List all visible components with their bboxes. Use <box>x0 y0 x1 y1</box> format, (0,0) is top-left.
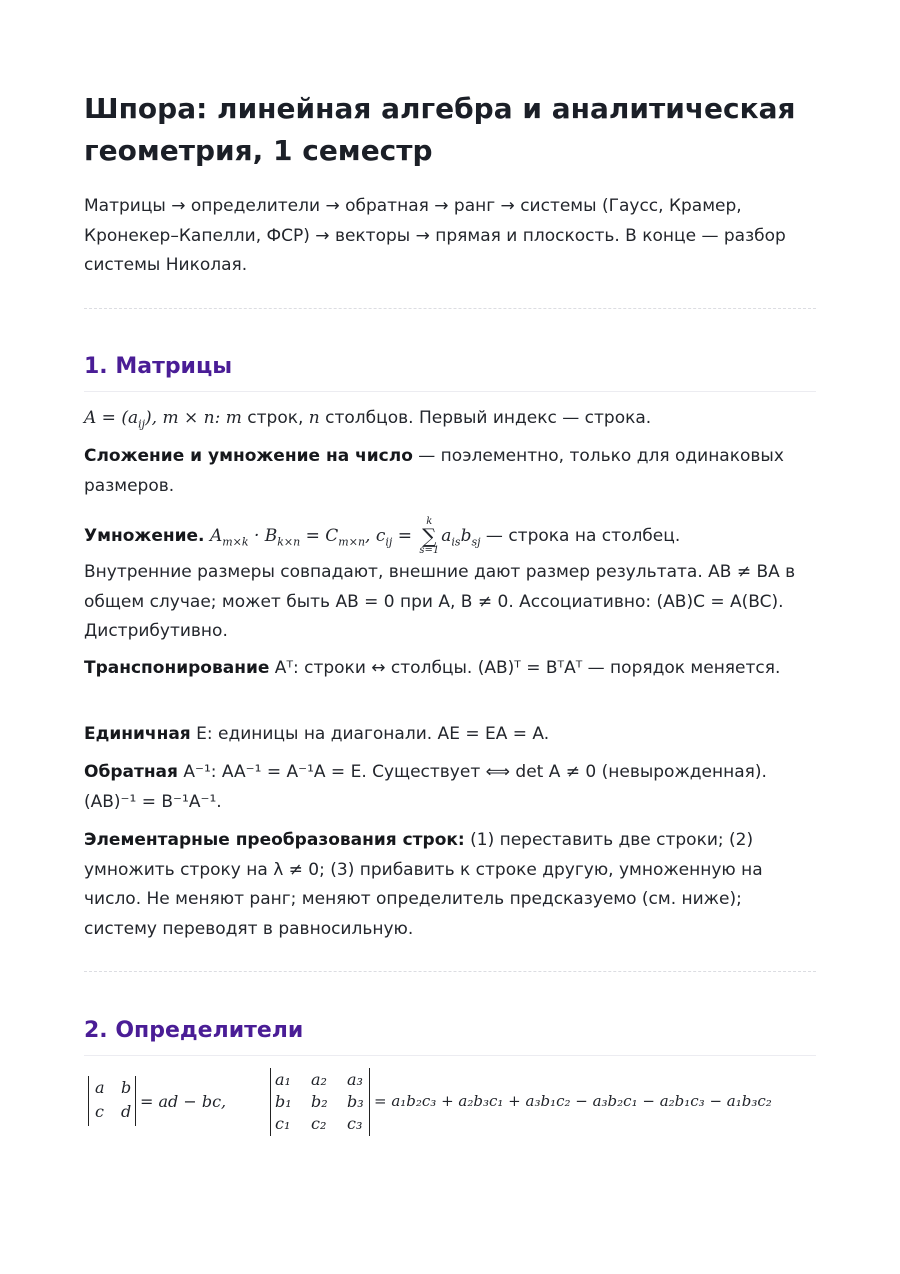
term: Транспонирование <box>84 658 270 678</box>
matrix-cell: b <box>121 1078 132 1097</box>
matrix-definition <box>84 404 816 434</box>
text: — поэлементно, только для одинаковых размеров. <box>84 446 784 496</box>
text: A⁻¹: AA⁻¹ = A⁻¹A = E. Существует ⟺ det A ≠ 0 (невырожденная). (AB)⁻¹ = B⁻¹A⁻¹. <box>84 762 767 812</box>
sum-upper-limit: k <box>426 516 433 527</box>
matrix-cell: a₁ <box>275 1070 291 1089</box>
matrix-cell: a <box>95 1078 105 1097</box>
text: Aᵀ: строки ↔ столбцы. (AB)ᵀ = BᵀAᵀ — порядок меняется. <box>269 658 781 678</box>
page-title: Шпора: линейная алгебра и аналитическая геометрия, 1 семестр <box>84 92 796 167</box>
matrix-cell: a₂ <box>311 1070 327 1089</box>
formula-text: ), m × n: <box>145 408 226 428</box>
text: столбцов. Первый индекс — строка. <box>319 408 652 428</box>
formula-sub: k×n <box>277 535 301 549</box>
formula-text: b <box>460 526 472 546</box>
transpose-paragraph <box>84 654 816 684</box>
formula-sub: sj <box>471 535 481 549</box>
inverse-paragraph <box>84 758 816 817</box>
multiplication-paragraph <box>84 516 816 556</box>
formula-text: = C <box>300 526 339 546</box>
matrix-cell: c <box>95 1102 104 1121</box>
matrix-cell: b₂ <box>311 1092 328 1111</box>
formula-text: a <box>441 526 452 546</box>
formula-sub: ij <box>138 417 146 431</box>
section-divider <box>84 308 816 309</box>
matrix-cell: c₃ <box>347 1114 363 1133</box>
matrix-cell: a₃ <box>347 1070 363 1089</box>
matrix-cell: c₁ <box>275 1114 291 1133</box>
formula-sub: ij <box>385 535 393 549</box>
term: Единичная <box>84 724 191 744</box>
formula-text: n <box>308 408 320 428</box>
matrix-cell: c₂ <box>311 1114 327 1133</box>
formula-text: · B <box>248 526 278 546</box>
matrix-cell: b₃ <box>347 1092 364 1111</box>
dimensions-paragraph: Внутренние размеры совпадают, внешние дают размер результата. AB ≠ BA в общем случае; может быть AB = 0 при A, B ≠ 0. Ассоциативно: (AB)C = A(BC). Дистрибутивно. <box>84 562 796 641</box>
determinant-2x2 <box>88 1076 136 1126</box>
determinant-3x3-result: = a₁b₂c₃ + a₂b₃c₁ + a₃b₁c₂ − a₃b₂c₁ − a₂b₁c₃ − a₁b₃c₂ <box>374 1092 772 1110</box>
term: Элементарные преобразования строк: <box>84 830 465 850</box>
term: Умножение. <box>84 526 205 546</box>
section-heading-matrices: 1. Матрицы <box>84 354 233 379</box>
identity-paragraph <box>84 720 816 750</box>
formula-text: m <box>225 408 242 428</box>
lead-paragraph: Матрицы → определители → обратная → ранг → системы (Гаусс, Крамер, Кронекер–Капелли, ФСР) → векторы → прямая и плоскость. В конце — разбор системы Николая. <box>84 196 786 275</box>
addition-paragraph <box>84 442 816 501</box>
section-heading-determinants: 2. Определители <box>84 1018 304 1043</box>
formula-sub: m×n <box>338 535 366 549</box>
determinant-2x2-result: = ad − bc, <box>140 1092 227 1111</box>
row-operations-paragraph <box>84 826 816 944</box>
determinant-formulas <box>84 1066 824 1140</box>
sum-operator: k ∑ s=1 <box>419 516 440 556</box>
formula-text: = <box>392 526 418 546</box>
heading-rule <box>84 1055 816 1056</box>
text: — строка на столбец. <box>480 526 681 546</box>
text: E: единицы на диагонали. AE = EA = A. <box>190 724 550 744</box>
determinant-3x3 <box>270 1068 370 1136</box>
formula-text: A <box>209 526 223 546</box>
text: строк, <box>241 408 309 428</box>
text: (1) переставить две строки; (2) умножить строку на λ ≠ 0; (3) прибавить к строке другую, умноженную на число. Не меняют ранг; меняют определитель предсказуемо (см. ниже); систему переводят в равносильную. <box>84 830 763 939</box>
term: Обратная <box>84 762 178 782</box>
term: Сложение и умножение на число <box>84 446 413 466</box>
sum-lower-limit: s=1 <box>419 545 440 556</box>
formula-text: A = (a <box>84 408 139 428</box>
formula-sub: is <box>451 535 461 549</box>
formula-text: , c <box>365 526 386 546</box>
matrix-cell: b₁ <box>275 1092 292 1111</box>
matrix-cell: d <box>121 1102 132 1121</box>
heading-rule <box>84 391 816 392</box>
formula-sub: m×k <box>222 535 249 549</box>
section-divider <box>84 971 816 972</box>
